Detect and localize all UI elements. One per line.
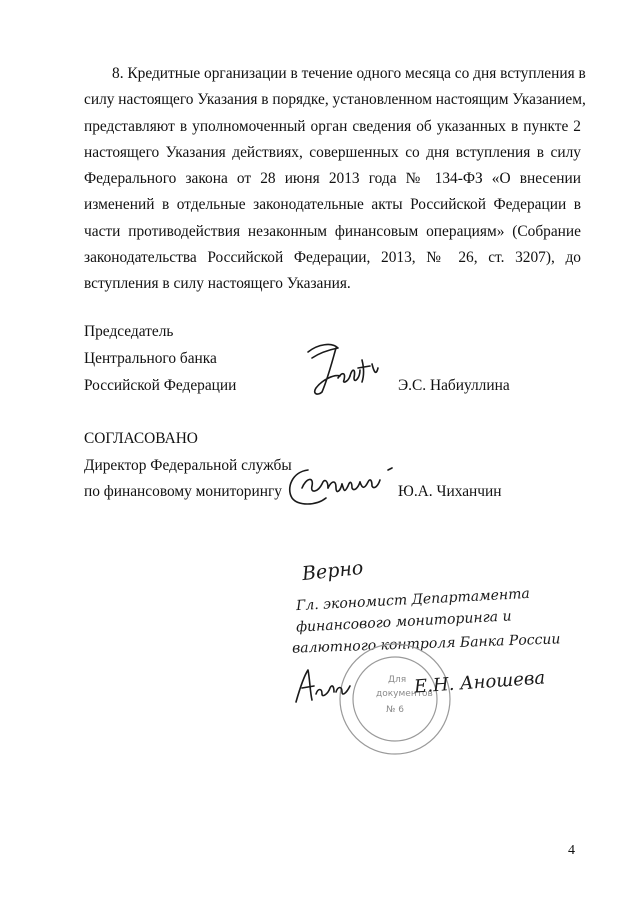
paragraph-line: представляют в уполномоченный орган сведения об указанных в пункте 2 <box>84 117 581 135</box>
paragraph-line: части противодействия незаконным финансовым операциям» (Собрание <box>84 222 581 240</box>
chairman-title-line3: Российской Федерации <box>84 377 237 394</box>
specialist-name: Е.Н. Аношева <box>413 667 546 698</box>
chairman-title-line1: Председатель <box>84 323 174 340</box>
specialist-signature <box>288 664 362 708</box>
director-signature <box>282 458 402 510</box>
page-number: 4 <box>568 843 575 858</box>
paragraph-line: настоящего Указания действиях, совершенных со дня вступления в силу <box>84 143 581 161</box>
agreed-name: Ю.А. Чиханчин <box>398 483 502 500</box>
agreed-label: СОГЛАСОВАНО <box>84 430 198 447</box>
paragraph-line: Федерального закона от 28 июня 2013 года № 134-ФЗ «О внесении <box>84 170 581 188</box>
paragraph-8 <box>84 61 586 298</box>
certification-line2: Гл. экономист Департамента <box>295 585 531 615</box>
agreed-title-line1: Директор Федеральной службы <box>84 457 292 474</box>
certification-line4: валютного контроля Банка России <box>291 631 561 657</box>
chairman-name: Э.С. Набиуллина <box>398 377 510 394</box>
chairman-signature <box>298 338 388 400</box>
chairman-title-line2: Центрального банка <box>84 350 217 367</box>
paragraph-line: силу настоящего Указания в порядке, установленном настоящим Указанием, <box>84 91 586 109</box>
stamp-text-line2: документов <box>376 689 433 699</box>
stamp-text-line1: Для <box>388 675 407 685</box>
paragraph-line: изменений в отдельные законодательные акты Российской Федерации в <box>84 196 581 214</box>
stamp-text-line3: № 6 <box>386 705 404 715</box>
certification-line3: финансового мониторинга и <box>295 608 512 636</box>
paragraph-line: 8. Кредитные организации в течение одного месяца со дня вступления в <box>112 65 586 82</box>
paragraph-line: законодательства Российской Федерации, 2013, № 26, ст. 3207), до <box>84 249 581 267</box>
paragraph-line: вступления в силу настоящего Указания. <box>84 275 351 293</box>
certification-verno: Верно <box>301 556 365 586</box>
agreed-title-line2: по финансовому мониторингу <box>84 483 282 500</box>
